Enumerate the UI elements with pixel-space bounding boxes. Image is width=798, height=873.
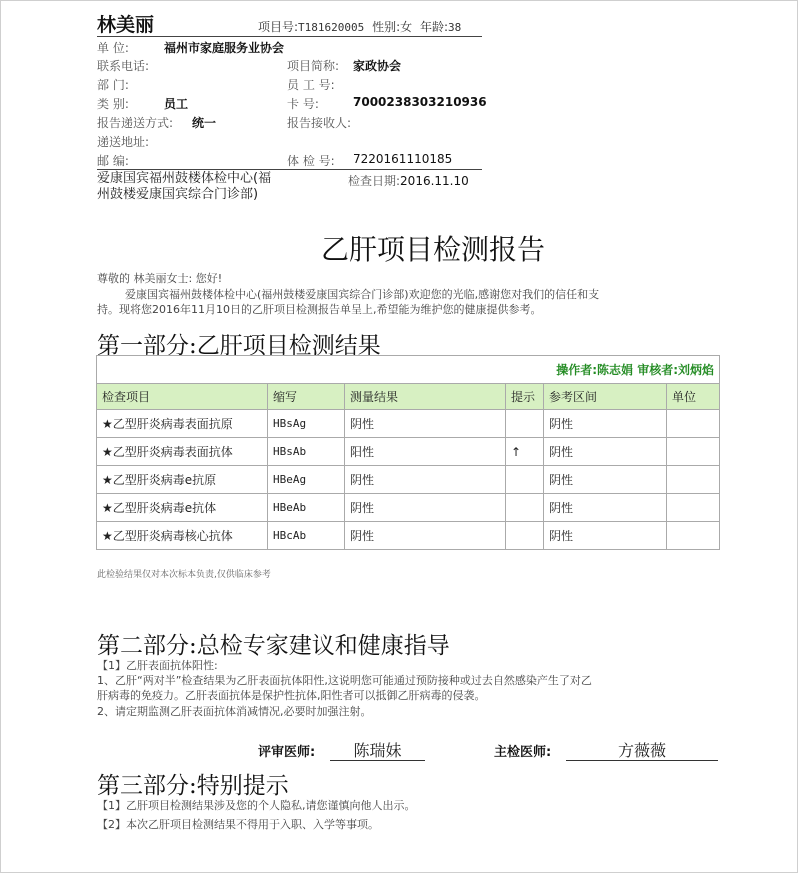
table-note: 此检验结果仅对本次标本负责,仅供临床参考 [97, 570, 271, 580]
result: 阳性 [345, 438, 506, 466]
delivery-value: 统一 [192, 116, 217, 130]
unit-label: 单 位: [97, 41, 129, 55]
hint [506, 494, 544, 522]
test-item: ★乙型肝炎病毒表面抗原 [97, 410, 268, 438]
notice-line-1: 【1】乙肝项目检测结果涉及您的个人隐私,请您谨慎向他人出示。 [97, 799, 416, 812]
unit-value: 福州市家庭服务业协会 [164, 41, 285, 55]
card-label: 卡 号: [287, 97, 319, 111]
category-label: 类 别: [97, 97, 129, 111]
unit [667, 438, 720, 466]
hint [506, 466, 544, 494]
col-header: 测量结果 [345, 384, 506, 410]
col-header: 缩写 [268, 384, 345, 410]
advice-line-2: 肝病毒的免疫力。乙肝表面抗体是保护性抗体,阳性者可以抵御乙肝病毒的侵袭。 [97, 689, 486, 702]
age-label: 年龄: [420, 20, 449, 34]
unit [667, 410, 720, 438]
table-row [97, 494, 720, 522]
advice-line-3: 2、请定期监测乙肝表面抗体消减情况,必要时加强注射。 [97, 705, 372, 718]
unit [667, 494, 720, 522]
exam-no-value: 7220161110185 [353, 152, 453, 166]
table-header-row [97, 384, 720, 410]
exam-no-label: 体 检 号: [287, 154, 335, 168]
gender-label: 性别: [372, 20, 401, 34]
part3-heading: 第三部分:特别提示 [97, 773, 289, 799]
chief-signature: 方薇薇 [566, 738, 718, 761]
result: 阴性 [345, 522, 506, 550]
exam-date-label: 检查日期: [348, 174, 401, 188]
col-header: 参考区间 [544, 384, 667, 410]
col-header: 单位 [667, 384, 720, 410]
center-name: 爱康国宾福州鼓楼体检中心(福州鼓楼爱康国宾综合门诊部) [97, 171, 272, 202]
reference-range: 阴性 [544, 494, 667, 522]
hint [506, 410, 544, 438]
reviewer-label: 评审医师: [258, 745, 316, 760]
exam-date [348, 172, 469, 189]
abbreviation: HBsAg [268, 410, 345, 438]
reference-range: 阴性 [544, 410, 667, 438]
result: 阴性 [345, 494, 506, 522]
postcode-label: 邮 编: [97, 154, 129, 168]
reviewer-signature: 陈瑞妹 [330, 738, 425, 761]
test-item: ★乙型肝炎病毒表面抗体 [97, 438, 268, 466]
operator-line: 操作者:陈志娟 审核者:刘炳焰 [97, 356, 720, 384]
abbreviation: HBeAb [268, 494, 345, 522]
table-row [97, 522, 720, 550]
project-no-label: 项目号: [258, 20, 299, 34]
abbreviation: HBeAg [268, 466, 345, 494]
notice-line-2: 【2】本次乙肝项目检测结果不得用于入职、入学等事项。 [97, 818, 379, 831]
unit [667, 522, 720, 550]
delivery-label: 报告递送方式: [97, 116, 174, 130]
table-row [97, 466, 720, 494]
dept-label: 部 门: [97, 78, 129, 92]
col-header: 检查项目 [97, 384, 268, 410]
part1-heading: 第一部分:乙肝项目检测结果 [97, 333, 381, 359]
receiver-label: 报告接收人: [287, 116, 352, 130]
advice-item-title: 【1】乙肝表面抗体阳性: [97, 659, 218, 672]
table-row [97, 438, 720, 466]
table-row [97, 410, 720, 438]
hint [506, 522, 544, 550]
reference-range: 阴性 [544, 522, 667, 550]
phone-label: 联系电话: [97, 59, 150, 73]
gender: 女 [400, 20, 413, 34]
card-value: 7000238303210936 [353, 95, 487, 109]
category-value: 员工 [164, 97, 189, 111]
result: 阴性 [345, 466, 506, 494]
reference-range: 阴性 [544, 466, 667, 494]
results-table [96, 355, 720, 550]
exam-date-value: 2016.11.10 [400, 174, 469, 188]
staff-no-label: 员 工 号: [287, 78, 335, 92]
abbreviation: HBcAb [268, 522, 345, 550]
part2-heading: 第二部分:总检专家建议和健康指导 [97, 633, 450, 659]
test-item: ★乙型肝炎病毒e抗原 [97, 466, 268, 494]
test-item: ★乙型肝炎病毒e抗体 [97, 494, 268, 522]
intro-line-2: 持。现将您2016年11月10日的乙肝项目检测报告单呈上,希望能为维护您的健康提供参考。 [97, 303, 542, 316]
unit [667, 466, 720, 494]
hint: ↑ [506, 438, 544, 466]
project-short-value: 家政协会 [353, 59, 402, 73]
abbreviation: HBsAb [268, 438, 345, 466]
reference-range: 阴性 [544, 438, 667, 466]
intro-line-1: 爱康国宾福州鼓楼体检中心(福州鼓楼爱康国宾综合门诊部)欢迎您的光临,感谢您对我们的信任和支 [125, 288, 600, 301]
patient-name: 林美丽 [97, 14, 155, 36]
result: 阴性 [345, 410, 506, 438]
header-rule [97, 36, 482, 37]
chief-label: 主检医师: [494, 745, 552, 760]
age: 38 [448, 21, 462, 34]
project-short-label: 项目简称: [287, 59, 340, 73]
header-meta [258, 18, 461, 35]
info-rule [97, 169, 482, 170]
address-label: 递送地址: [97, 135, 150, 149]
report-title: 乙肝项目检测报告 [320, 233, 545, 266]
greeting: 尊敬的 林美丽女士: 您好! [97, 272, 223, 285]
test-item: ★乙型肝炎病毒核心抗体 [97, 522, 268, 550]
project-no: T181620005 [298, 21, 365, 34]
advice-line-1: 1、乙肝“两对半”检查结果为乙肝表面抗体阳性,这说明您可能通过预防接种或过去自然感染产生了对乙 [97, 674, 592, 687]
col-header: 提示 [506, 384, 544, 410]
table-operator-row [97, 356, 720, 384]
